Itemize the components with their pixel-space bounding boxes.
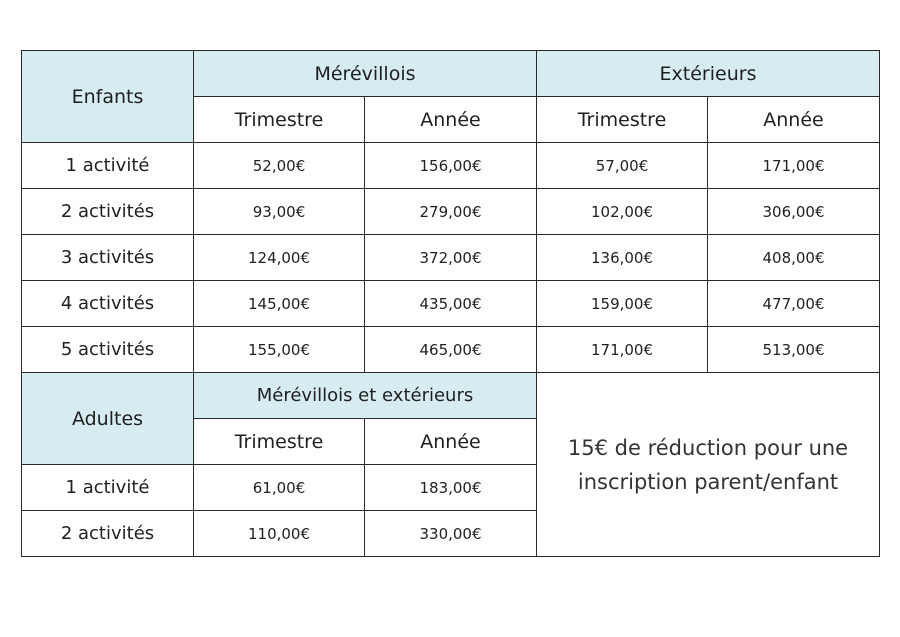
row-label: 3 activités xyxy=(22,235,194,281)
price-cell: 435,00€ xyxy=(365,281,537,327)
pricing-table xyxy=(21,50,880,557)
price-cell: 372,00€ xyxy=(365,235,537,281)
table-row xyxy=(22,143,880,189)
row-label: 4 activités xyxy=(22,281,194,327)
group-header-merevillois-et-exterieurs: Mérévillois et extérieurs xyxy=(194,373,537,419)
period-header-annee: Année xyxy=(708,97,880,143)
group-header-merevillois: Mérévillois xyxy=(194,51,537,97)
row-label: 1 activité xyxy=(22,143,194,189)
price-cell: 52,00€ xyxy=(194,143,365,189)
table-row xyxy=(22,281,880,327)
price-cell: 408,00€ xyxy=(708,235,880,281)
period-header-annee: Année xyxy=(365,419,537,465)
row-label: 5 activités xyxy=(22,327,194,373)
discount-note-line2: inscription parent/enfant xyxy=(577,469,839,494)
period-header-trimestre: Trimestre xyxy=(194,419,365,465)
table-row xyxy=(22,189,880,235)
period-header-trimestre: Trimestre xyxy=(194,97,365,143)
price-cell: 61,00€ xyxy=(194,465,365,511)
price-cell: 102,00€ xyxy=(537,189,708,235)
price-cell: 279,00€ xyxy=(365,189,537,235)
row-label: 2 activités xyxy=(22,189,194,235)
children-section-label: Enfants xyxy=(22,51,194,143)
row-label: 1 activité xyxy=(22,465,194,511)
price-cell: 513,00€ xyxy=(708,327,880,373)
price-cell: 171,00€ xyxy=(708,143,880,189)
price-cell: 57,00€ xyxy=(537,143,708,189)
discount-note xyxy=(537,373,880,557)
price-cell: 110,00€ xyxy=(194,511,365,557)
price-cell: 124,00€ xyxy=(194,235,365,281)
price-cell: 183,00€ xyxy=(365,465,537,511)
period-header-trimestre: Trimestre xyxy=(537,97,708,143)
price-cell: 465,00€ xyxy=(365,327,537,373)
price-cell: 330,00€ xyxy=(365,511,537,557)
price-cell: 171,00€ xyxy=(537,327,708,373)
price-cell: 93,00€ xyxy=(194,189,365,235)
price-cell: 477,00€ xyxy=(708,281,880,327)
adults-section-label: Adultes xyxy=(22,373,194,465)
price-cell: 145,00€ xyxy=(194,281,365,327)
table-row xyxy=(22,235,880,281)
discount-note-line1: 15€ de réduction pour une xyxy=(567,435,849,460)
price-cell: 155,00€ xyxy=(194,327,365,373)
price-cell: 306,00€ xyxy=(708,189,880,235)
price-cell: 159,00€ xyxy=(537,281,708,327)
price-cell: 156,00€ xyxy=(365,143,537,189)
row-label: 2 activités xyxy=(22,511,194,557)
group-header-exterieurs: Extérieurs xyxy=(537,51,880,97)
table-row xyxy=(22,327,880,373)
period-header-annee: Année xyxy=(365,97,537,143)
price-cell: 136,00€ xyxy=(537,235,708,281)
